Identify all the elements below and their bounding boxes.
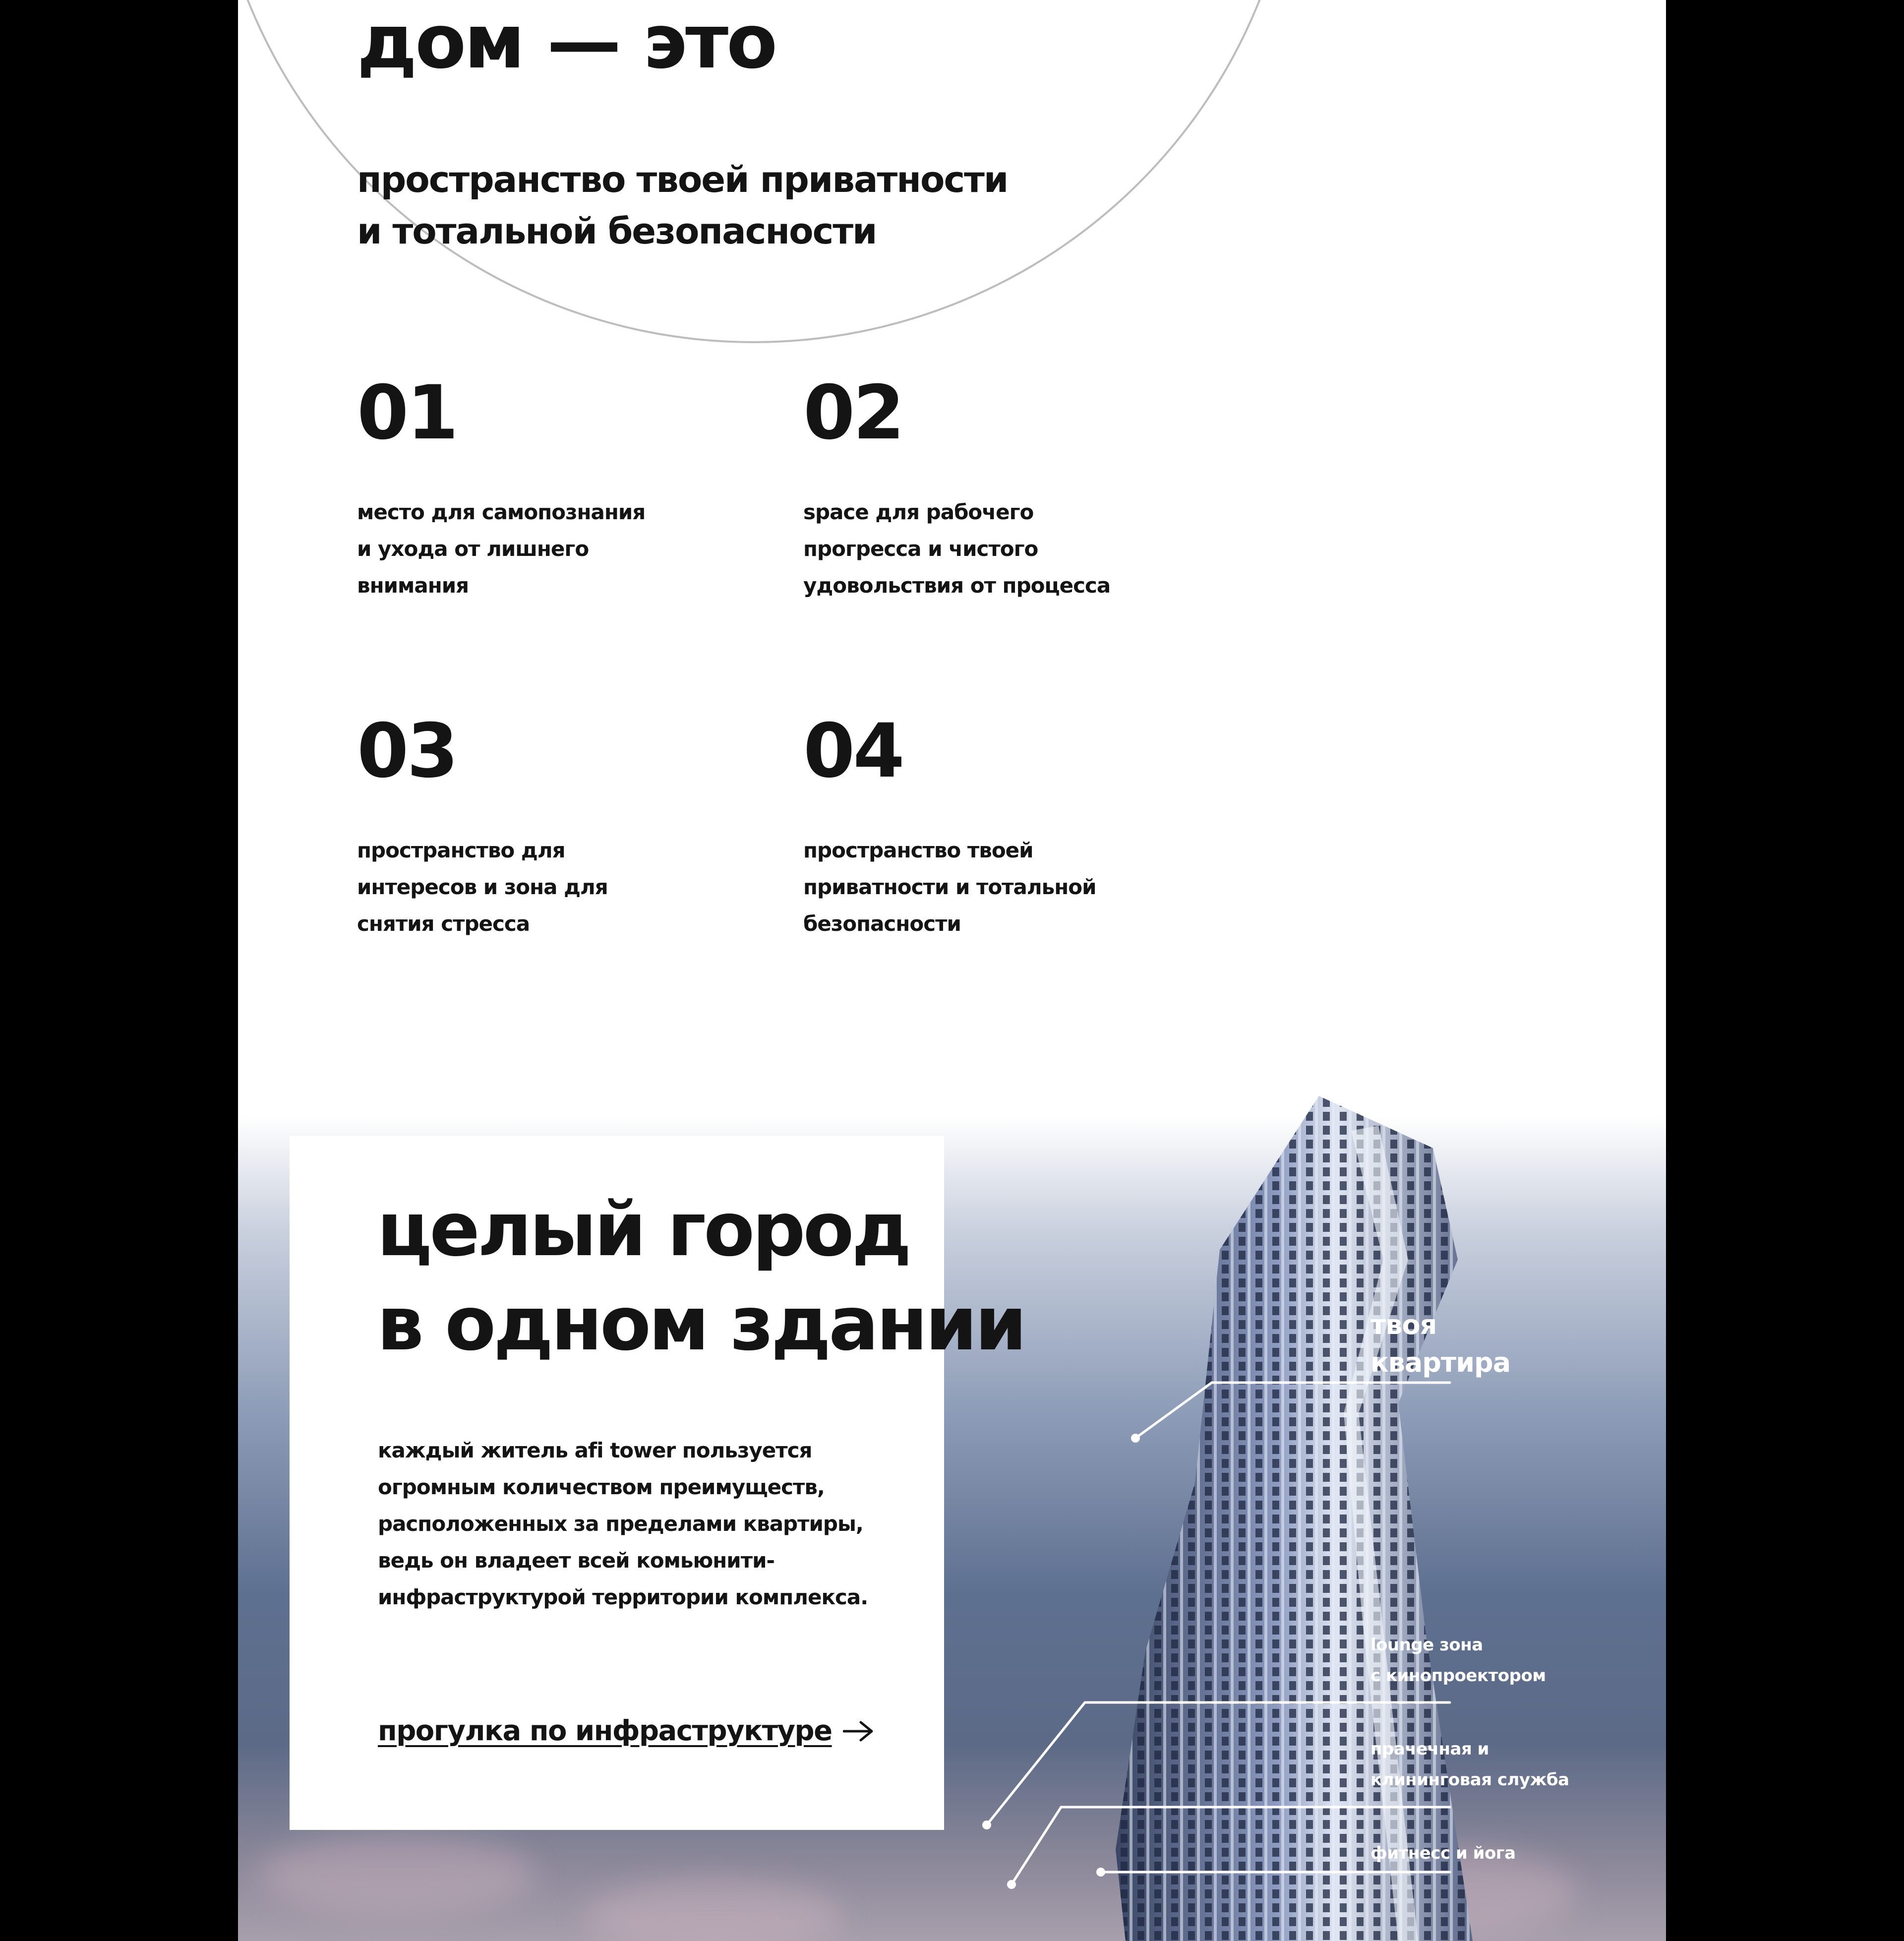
feature-line: приватности и тотальной	[803, 875, 1096, 899]
feature-number-04: 04	[803, 708, 903, 794]
section-title-line1: целый город	[377, 1187, 909, 1273]
description-line: огромным количеством преимуществ,	[378, 1475, 825, 1499]
hero-subtitle	[357, 154, 1101, 257]
arrow-right-icon	[843, 1720, 874, 1742]
feature-description-02	[803, 494, 1111, 604]
section-title-line2: в одном здании	[377, 1281, 1025, 1367]
feature-description-04	[803, 832, 1111, 942]
page	[238, 0, 1666, 1941]
callout-line: твоя	[1370, 1309, 1437, 1340]
feature-line: место для самопознания	[357, 500, 646, 524]
callout-line: квартира	[1370, 1347, 1511, 1378]
callout-line: клининговая служба	[1370, 1770, 1569, 1790]
description-line: ведь он владеет всей комьюнити-	[378, 1548, 774, 1573]
feature-line: безопасности	[803, 911, 961, 936]
hero-subtitle-line1: пространство твоей приватности	[357, 159, 1008, 200]
callout-line: прачечная и	[1370, 1739, 1489, 1759]
callout-fitness: фитнесс и йога	[1370, 1843, 1516, 1863]
callout-lounge	[1370, 1630, 1546, 1691]
feature-number-03: 03	[357, 708, 457, 794]
hero-title: дом — это	[357, 0, 776, 85]
hero-subtitle-line2: и тотальной безопасности	[357, 210, 877, 252]
callout-line: lounge зона	[1370, 1635, 1483, 1655]
infrastructure-tour-link[interactable]	[378, 1715, 874, 1747]
feature-description-01	[357, 494, 664, 604]
feature-line: space для рабочего	[803, 500, 1034, 524]
description-line: каждый житель afi tower пользуется	[378, 1438, 812, 1462]
feature-line: снятия стресса	[357, 911, 530, 936]
description-line: инфраструктурой территории комплекса.	[378, 1585, 868, 1609]
callout-apartment	[1370, 1306, 1510, 1382]
description-line: расположенных за пределами квартиры,	[378, 1512, 863, 1536]
callout-laundry	[1370, 1734, 1569, 1795]
section-description	[378, 1432, 874, 1616]
callout-line: с кинопроектором	[1370, 1666, 1546, 1686]
feature-description-03	[357, 832, 664, 942]
feature-line: интересов и зона для	[357, 875, 608, 899]
feature-line: пространство твоей	[803, 838, 1033, 862]
section-title	[377, 1183, 1071, 1371]
feature-line: удовольствия от процесса	[803, 573, 1111, 598]
feature-number-02: 02	[803, 370, 903, 456]
feature-line: внимания	[357, 573, 469, 598]
feature-line: прогресса и чистого	[803, 537, 1038, 561]
feature-line: пространство для	[357, 838, 565, 862]
infrastructure-tour-link-label: прогулка по инфраструктуре	[378, 1715, 832, 1747]
feature-number-01: 01	[357, 370, 457, 456]
feature-line: и ухода от лишнего	[357, 537, 589, 561]
